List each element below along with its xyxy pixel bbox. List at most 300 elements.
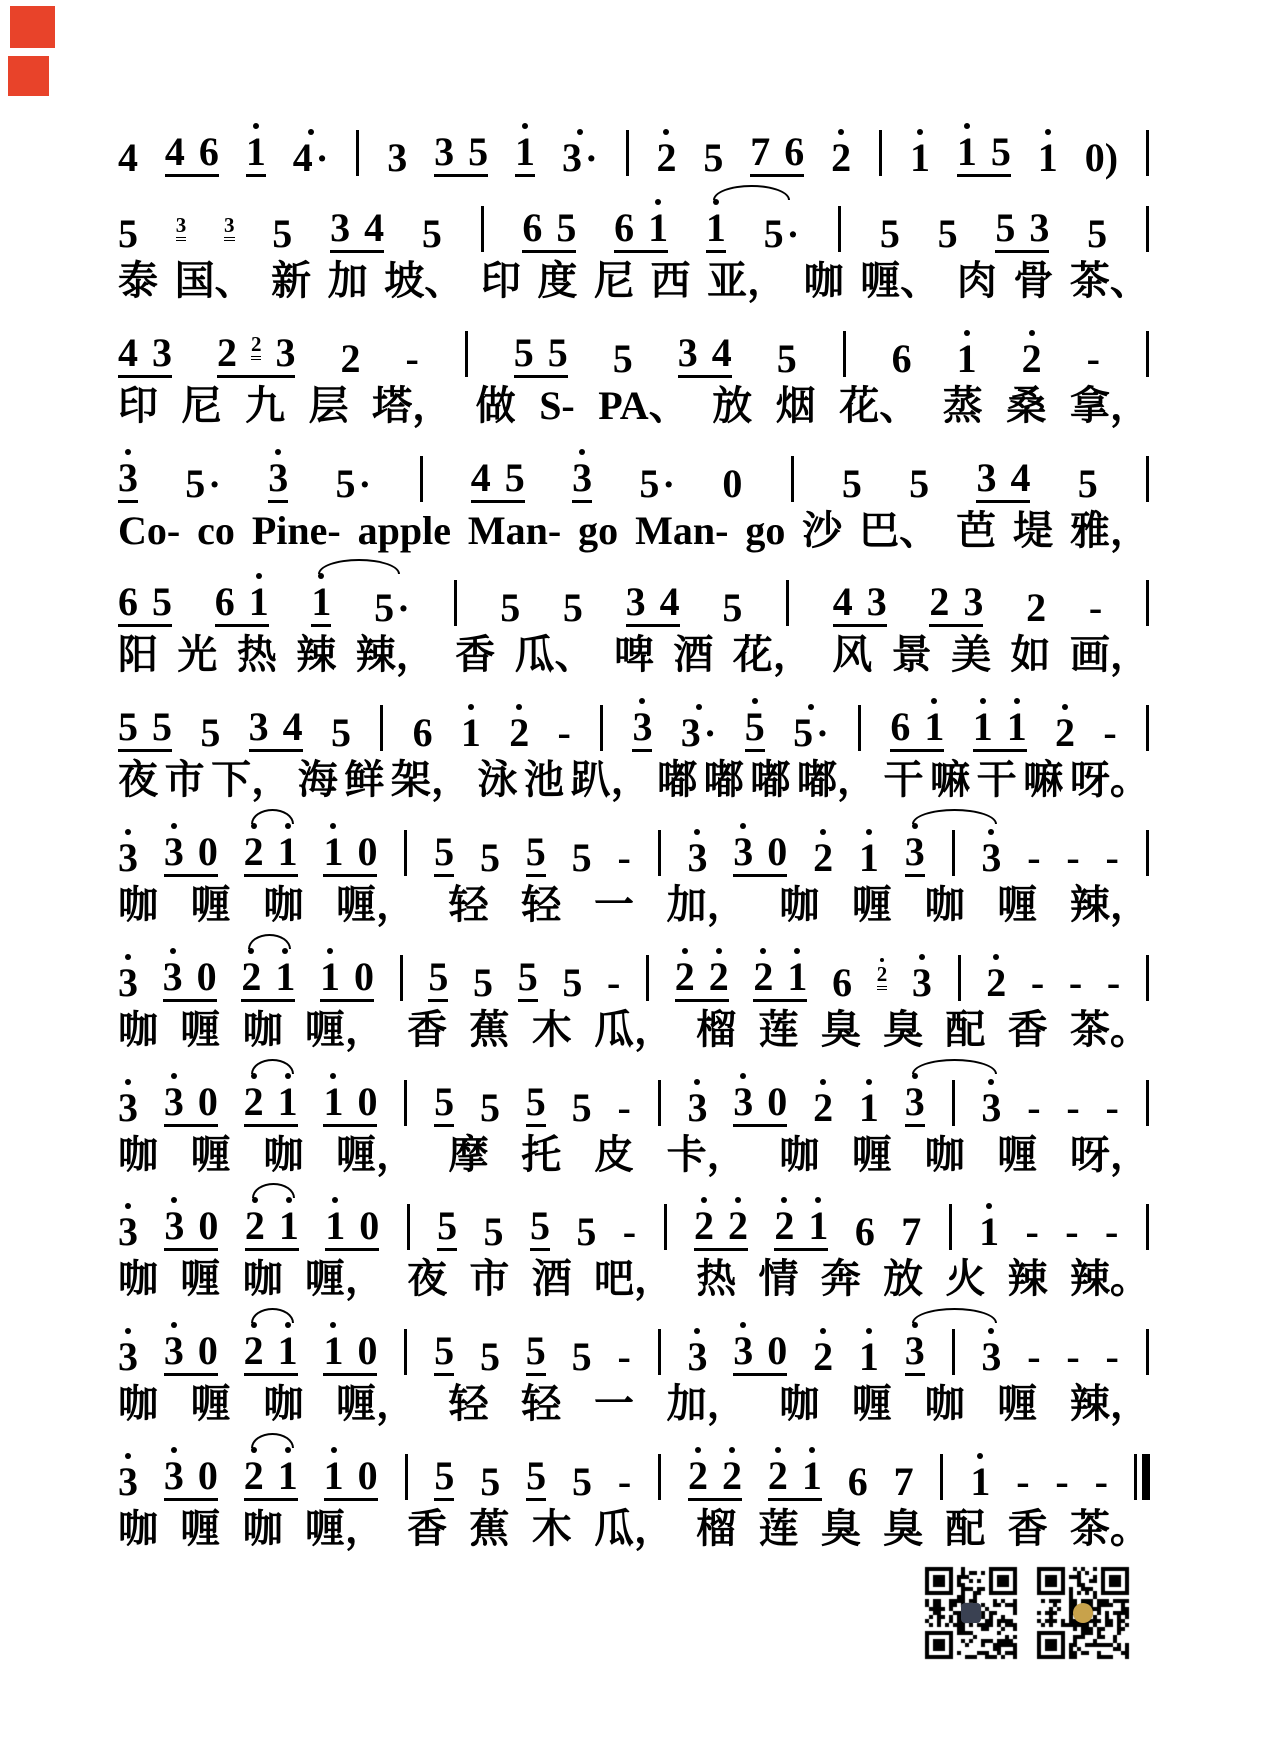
note [711,323,732,375]
beam-group [518,947,538,1002]
barline [952,1080,955,1126]
lyric-syllable: 国、 [174,258,255,303]
note [118,1452,138,1504]
note-body [277,1328,298,1374]
note-body [275,329,296,375]
barline [404,830,407,876]
note-digit: 3 [963,579,984,625]
beam-group [526,1446,546,1501]
note-body [118,135,138,180]
note-digit: 2 [241,953,262,999]
lyric-line [116,1253,1152,1302]
beam-group [522,198,576,253]
notation-line [116,309,1152,380]
augmentation-dot: · [208,463,221,506]
lyric-syllable: 堤 [1013,507,1054,553]
note-body [722,585,743,631]
lyric-syllable: 风 [832,632,873,678]
note [733,1072,754,1124]
duration-dash: - [1068,959,1083,1005]
note-digit: 2 [244,1203,265,1249]
note [529,1196,550,1249]
note [901,1202,922,1255]
augmentation-dot: · [703,713,717,756]
lyric-syllable: 干 [976,757,1017,803]
note-body [243,1452,264,1498]
note [1010,448,1031,500]
note-digit: 5 [571,834,592,880]
note-body [1037,135,1058,180]
note-digit: 7 [901,1209,922,1255]
note-body [340,335,361,381]
note-body [753,953,774,999]
lyric-syllable: 茶、 [1069,258,1150,303]
lyric-syllable: 桑 [1006,382,1047,428]
augmentation-dot: · [315,137,329,180]
note-body [972,704,993,750]
note [412,703,433,756]
lyric-syllable: PA、 [598,382,689,428]
grace-note [224,208,235,241]
note [744,697,765,750]
note-body [711,329,732,375]
note [525,1072,546,1124]
lyric-syllable: 花、 [839,382,920,428]
note-digit: 6 [214,579,235,625]
beam-group [118,448,138,503]
augmentation-dot: · [584,137,598,180]
note-digit: 1 [858,834,879,880]
barline [454,580,457,626]
note [479,1327,500,1380]
note [163,1321,184,1374]
note-digit: 3 [434,129,455,174]
lyric-syllable: go [578,507,619,553]
beam-group [437,1196,457,1251]
note-body [118,211,138,256]
beam-group [905,1321,925,1376]
note-body [693,1203,714,1249]
barline [838,206,841,252]
note [118,1327,138,1380]
note [277,1321,298,1374]
note [163,822,184,874]
lyric-syllable: 火 [945,1256,986,1302]
note-body [214,579,235,625]
duration-dash: - [1016,1458,1030,1504]
note [504,448,525,500]
note [152,697,172,750]
note [787,947,808,999]
note [841,454,862,506]
note [656,128,677,180]
note [858,1327,879,1380]
beam-group [434,1446,454,1501]
lyric-syllable: 光 [177,632,218,678]
lyric-syllable: 芭 [956,507,997,553]
note-body [357,828,378,874]
note [509,703,530,756]
lyric-syllable: 鲜 [344,757,385,803]
note [437,1196,458,1249]
duration-dash: - [617,1084,631,1130]
note-digit: 2 [753,953,774,999]
note-digit: 5 [152,579,172,625]
barline [664,1204,667,1250]
lyric-syllable: 尼 [593,258,634,303]
note-digit: 5 [513,329,534,375]
note-body [241,953,262,999]
beam-group [330,198,384,253]
note-body [547,329,568,375]
note [562,578,583,631]
note-digit: 4 [118,329,138,375]
grace-note [176,208,187,241]
note-body [879,211,900,256]
augmentation-dot: · [397,588,410,631]
lyric-syllable: 喱 [180,1006,221,1052]
note-digit: 1 [956,129,977,174]
note-digit: 5 [118,211,138,256]
duration-dash: - [1088,585,1103,631]
note [721,1446,742,1498]
note-body [687,1452,708,1498]
note [118,572,138,625]
score-row [116,184,1152,304]
note-body [118,704,138,750]
note [680,703,717,756]
note-digit: 6 [784,129,805,174]
rest-note [357,822,378,874]
note-digit: 7 [893,1458,914,1504]
note [330,703,351,756]
duration-dash: - [607,959,621,1005]
barline [1146,130,1149,176]
lyric-line [116,380,1152,429]
duration-dash: - [1066,1084,1080,1130]
note [1055,703,1076,756]
note [763,204,800,256]
beam-group [929,572,983,627]
lyric-syllable: 加， [666,881,747,927]
beam-group [118,323,172,378]
note-digit: 3 [387,135,408,180]
note [513,323,534,375]
note-digit: 0 [767,828,788,874]
beam-group [750,122,804,177]
note-digit: 3 [268,454,289,500]
note-body [243,1078,264,1124]
note-body [909,460,930,506]
note-digit: 4 [164,129,185,174]
note [277,1446,298,1498]
note-body [330,205,351,250]
lyric-syllable: 蕉 [469,1006,510,1052]
beam-group [976,448,1030,503]
note-digit: 5 [330,710,351,756]
note [323,1321,344,1374]
note-body [197,1078,218,1124]
note-digit: 0 [359,1203,380,1249]
rest-note [357,1446,378,1498]
note [340,329,361,381]
note-digit: 1 [323,828,344,874]
rest-note [197,1321,218,1374]
barline [879,130,882,176]
note-body [152,329,172,375]
note-digit: 2 [877,965,888,990]
note-body [164,129,185,174]
note-digit: 4 [292,134,313,180]
note-body [250,331,262,360]
note-digit: 5 [937,211,958,256]
note [904,1321,925,1374]
note-body [793,710,829,756]
lyric-syllable: 架， [390,757,471,803]
lyric-syllable: 咖 [779,1131,820,1177]
note-digit: 3 [275,329,296,375]
duration-dash: - [1105,834,1119,880]
note [163,1072,184,1124]
lyric-syllable: 蕉 [469,1505,510,1551]
note-digit: 5 [421,211,442,256]
note-digit: 5 [776,335,797,381]
note-digit: 2 [1055,710,1076,756]
note-body [705,205,726,250]
note-digit: 3 [687,1084,708,1130]
lyric-syllable: 蒸 [942,382,983,428]
note-digit: 3 [981,1334,1002,1380]
note-digit: 1 [808,1203,829,1249]
note-body [858,1084,879,1130]
lyric-syllable: 嘟， [796,757,877,803]
note [428,947,449,999]
note-body [479,1334,500,1380]
note-digit: 5 [612,335,633,381]
lyric-syllable: 臭 [820,1006,861,1052]
note-body [434,1452,455,1498]
lyric-syllable: 层 [308,382,349,428]
note-digit: 2 [340,335,361,381]
slur-arc [251,1433,294,1448]
note-digit: 3 [904,828,925,874]
note-digit: 5 [525,828,546,874]
note-body [571,1334,592,1380]
lyric-syllable: 加 [327,258,368,303]
note [705,198,726,250]
lyric-syllable: 莲 [758,1505,799,1551]
note-digit: 3 [680,710,701,756]
note [526,1446,547,1498]
lyric-syllable: 呀。 [1069,757,1150,803]
note-body [522,205,543,250]
note-digit: 1 [956,335,977,381]
note-digit: 5 [562,585,583,631]
lyric-syllable: 咖 [924,881,965,927]
note [847,1452,868,1504]
note-digit: 3 [118,1334,138,1380]
note [547,323,568,375]
beam-group [774,1196,828,1251]
note-digit: 1 [972,704,993,750]
lyric-syllable: 皮 [593,1131,634,1177]
note [693,1196,714,1249]
beam-group [890,697,944,752]
barline [465,331,468,377]
note-digit: 5 [525,1078,546,1124]
beam-group [733,1072,787,1127]
note-body [278,1203,299,1249]
lyric-syllable: 嘟 [657,757,698,803]
note [387,128,408,180]
score-row [116,808,1152,928]
lyric-syllable: 加， [666,1381,747,1427]
beam-group [434,822,454,877]
note-digit: 6 [832,959,853,1005]
note-digit: 5 [434,1328,455,1374]
note-digit: 3 [866,579,887,625]
note-digit: 3 [164,1203,185,1249]
note-body [323,828,344,874]
lyric-syllable: 嘛 [930,757,971,803]
note-digit: 2 [774,1203,795,1249]
note [890,697,911,750]
lyric-syllable: 臭 [883,1006,924,1052]
note [245,122,266,174]
final-barline-thick [1142,1454,1150,1500]
lyric-syllable: 雅， [1069,507,1150,553]
lyric-syllable: 喱 [851,1381,892,1427]
lyric-syllable: 木 [531,1505,572,1551]
note-body [572,1458,592,1504]
note-body [572,454,593,500]
note-digit: 2 [813,1084,834,1130]
note-body [311,579,332,625]
lyric-syllable: 嘛 [1023,757,1064,803]
note-body [891,335,912,381]
note-body [224,213,235,241]
note-digit: 5 [504,454,525,500]
note-digit: 0 [196,953,217,999]
note [1087,204,1108,256]
barline [407,1204,410,1250]
note-digit: 0 [357,1328,378,1374]
note [929,572,950,625]
lyric-syllable: apple [357,507,451,553]
lyric-syllable: 喱 [997,1381,1038,1427]
note-digit: 6 [522,205,543,250]
note-body [529,1203,550,1249]
note-digit: 4 [711,329,732,375]
note-body [776,335,797,381]
lyric-syllable: 画， [1069,632,1150,678]
note-body [200,710,221,756]
note [727,1196,748,1249]
note-body [1006,704,1027,750]
beam-group [164,1196,218,1251]
note-digit: 5 [572,1458,592,1504]
lyric-syllable: 拿， [1069,382,1150,428]
note [468,122,489,174]
note [243,1446,264,1498]
lyric-syllable: 香 [1007,1006,1048,1052]
beam-group [118,572,172,627]
note-body [763,210,800,256]
note-body [421,211,442,256]
beam-group [434,1321,454,1376]
note-digit: 0 [722,460,743,506]
rest-note [767,822,788,874]
note-digit: 4 [832,579,853,625]
note-body [325,1203,346,1249]
beam-group [323,822,377,877]
note-digit: 5 [374,585,395,631]
note-digit: 1 [275,953,296,999]
note-body [909,135,930,180]
note-body [500,585,521,631]
duration-dash: - [1065,1209,1079,1255]
lyric-syllable: 咖 [242,1505,283,1551]
note [612,329,633,381]
note-digit: 2 [509,710,530,756]
beam-group [434,1072,454,1127]
note-body [562,585,583,631]
lyric-syllable: 花， [732,632,813,678]
note-body [354,953,375,999]
note [434,822,455,874]
note-digit: 3 [152,329,172,375]
duration-dash: - [1030,959,1045,1005]
note-digit: 2 [721,1452,742,1498]
note [185,454,221,506]
note-body [479,1084,500,1130]
rest-note [722,454,743,506]
note [614,198,635,250]
lyric-syllable: 市 [164,757,205,803]
beam-group [833,572,887,627]
note [152,572,172,625]
note [311,572,332,625]
rest-note [197,822,218,874]
note-digit: 5 [118,704,138,750]
note-body [813,834,834,880]
lyric-syllable: 喱、 [860,258,941,303]
score-row [116,933,1152,1053]
note-digit: 3 [733,1328,754,1374]
note-digit: 2 [708,953,729,999]
note-body [152,579,172,625]
beam-group [515,122,535,177]
lyric-syllable: 喱 [180,1256,221,1302]
lyric-syllable: 咖 [263,881,304,927]
beam-group [428,947,448,1002]
note-digit: 1 [705,205,726,250]
note-digit: 1 [325,1203,346,1249]
note-digit: 3 [118,1084,138,1130]
notation-line [116,933,1152,1004]
note [198,122,219,174]
notation-line [116,1182,1152,1253]
note-body [656,135,677,180]
note-body [632,704,653,750]
note-body [677,329,698,375]
note [243,822,264,874]
note-body [722,460,743,506]
note-digit: 1 [248,579,269,625]
note-body [847,1458,868,1504]
lyric-syllable: 茶。 [1069,1006,1150,1052]
note-digit: 0 [357,1078,378,1124]
